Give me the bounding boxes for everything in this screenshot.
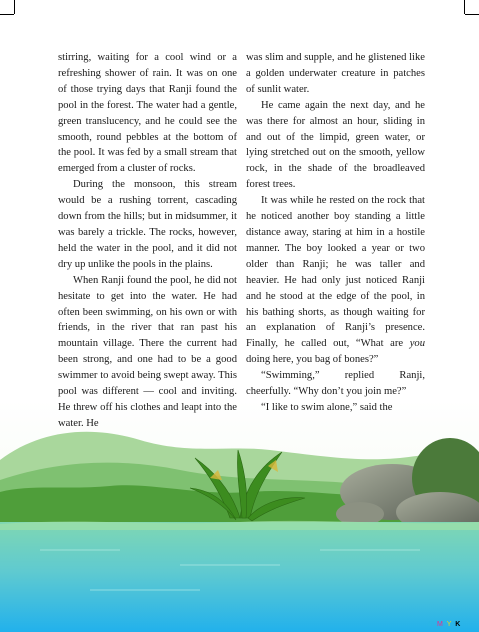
text-column-left	[58, 50, 237, 432]
cmyk-c: C	[428, 621, 435, 628]
paragraph	[246, 193, 425, 368]
crop-mark-top-left-h	[0, 14, 14, 15]
emphasis-text: you	[409, 338, 425, 350]
crop-mark-top-right-h	[465, 14, 479, 15]
paragraph: was slim and supple, and he glistened like a golden underwater creature in patches of sunlit water.	[246, 52, 425, 95]
paragraph: During the monsoon, this stream would be a rushing torrent, cascading down from the hills; but in midsummer, it was barely a trickle. The rocks, however, held the water in the pool, and it did not dry up unlike the pools in the plains.	[58, 179, 237, 270]
paragraph: stirring, waiting for a cool wind or a refreshing shower of rain. It was on one of those trying days that Ranji found the pool in the forest. The water had a gentle, green translucency, and he could see the smooth, round pebbles at the bottom of the pool. It was fed by a small stream that emerged from a cluster of rocks.	[58, 52, 237, 175]
cmyk-y: Y	[446, 621, 453, 628]
paragraph-text: doing here, you bag of bones?”	[246, 354, 379, 366]
forest-pool-illustration	[0, 400, 479, 632]
cmyk-k: K	[455, 621, 462, 628]
text-column-right	[246, 50, 425, 416]
paragraph: “Swimming,” replied Ranji, cheerfully. “Why don’t you join me?”	[246, 370, 425, 398]
cmyk-m: M	[437, 621, 444, 628]
paragraph: “I like to swim alone,” said the	[261, 401, 393, 413]
paragraph: He came again the next day, and he was there for almost an hour, sliding in and out of the limpid, green water, or lying stretched out on the smooth, yellow rock, in the shade of the broadleaved forest trees.	[246, 99, 425, 191]
crop-mark-top-right-v	[464, 0, 465, 14]
crop-mark-top-left-v	[14, 0, 15, 14]
paragraph: When Ranji found the pool, he did not hesitate to get into the water. He had often been swimming, on his own or with friends, in the river that ran past his mountain village. There the current had been strong, and one had to be a good swimmer to avoid being swept away. This pool was different — cool and inviting. He threw off his clothes and leapt into the water. He	[58, 274, 237, 429]
paragraph-text: It was while he rested on the rock that he noticed another boy standing a little distance away, staring at him in a hostile manner. The boy looked a year or two older than Ranji; he was taller and heavier. He had only just noticed Ranji and he stood at the edge of the pool, in his bathing shorts, as though waiting for an explanation of Ranji’s presence. Finally, he called out, “What are	[246, 195, 425, 350]
cmyk-print-mark	[428, 621, 461, 628]
